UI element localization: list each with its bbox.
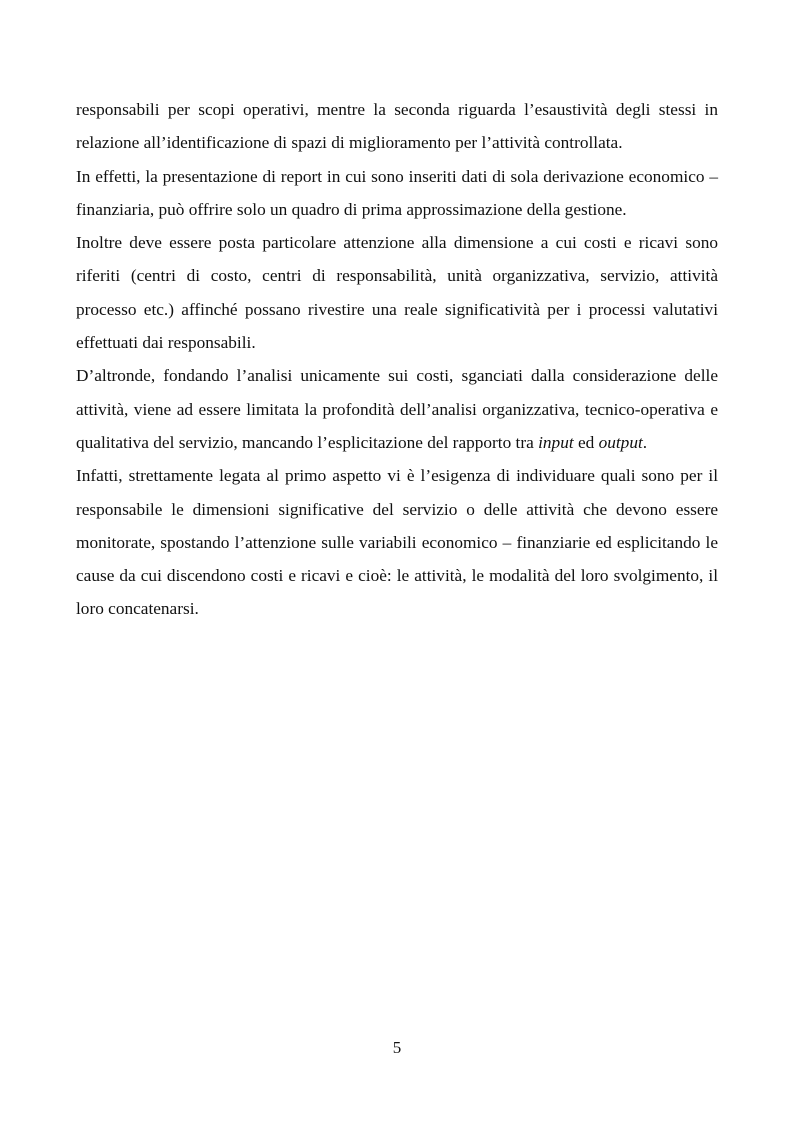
paragraph: [76, 93, 718, 160]
text-run: .: [642, 432, 648, 452]
text-run: Inoltre deve essere posta particolare attenzione alla dimensione a cui costi e ricavi sono riferiti (centri di costo, centri di responsabilità, unità organizzativa, servizio, attività processo etc.) affinché possano rivestire una reale significatività per i processi valutativi effettuati dai responsabili.: [76, 233, 718, 353]
text-run: Infatti, strettamente legata al primo aspetto vi è l’esigenza di individuare quali sono per il responsabile le dimensioni significative del servizio o delle attività che devono essere monitorate, spostando l’attenzione sulle variabili economico – finanziarie ed esplicitando le cause da cui discendono costi e ricavi e cioè: le attività, le modalità del loro svolgimento, il loro concatenarsi.: [76, 466, 718, 619]
text-run: D’altronde, fondando l’analisi unicamente sui costi, sganciati dalla considerazione delle attività, viene ad essere limitata la profondità dell’analisi organizzativa, tecnico-operativa e qualitativa del servizio, mancando l’esplicitazione del rapporto tra: [76, 366, 718, 452]
page-number: 5: [392, 1038, 402, 1057]
paragraph: [76, 459, 718, 625]
paragraph: [76, 160, 718, 227]
text-run: ed: [573, 432, 599, 452]
paragraph: [76, 359, 718, 459]
body-text: [76, 93, 718, 626]
italic-term: input: [538, 432, 574, 452]
italic-term: output: [598, 432, 643, 452]
paragraph: [76, 226, 718, 359]
text-run: responsabili per scopi operativi, mentre la seconda riguarda l’esaustività degli stessi in relazione all’identificazione di spazi di miglioramento per l’attività controllata.: [76, 100, 718, 153]
text-run: In effetti, la presentazione di report in cui sono inseriti dati di sola derivazione economico – finanziaria, può offrire solo un quadro di prima approssimazione della gestione.: [76, 166, 718, 219]
